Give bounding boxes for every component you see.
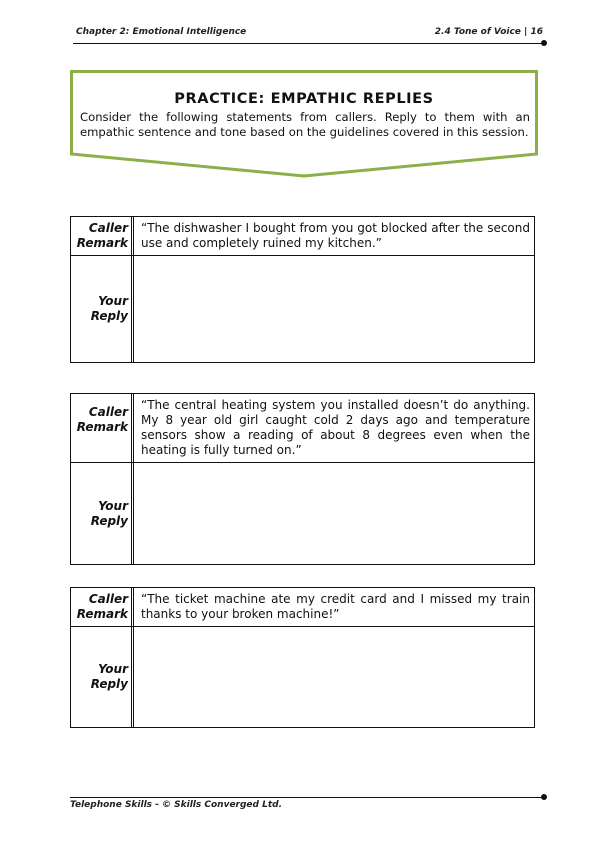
caller-label-line1: Caller bbox=[88, 405, 128, 419]
your-reply-label bbox=[71, 627, 134, 727]
caller-remark-label bbox=[71, 588, 134, 626]
caller-remark-text: “The central heating system you installed doesn’t do anything. My 8 year old girl caught cold 2 days ago and temperature sensors show a reading of about 8 degrees even when the heating is fully turned on.” bbox=[141, 398, 530, 457]
caller-label-line2: Remark bbox=[76, 236, 128, 250]
caller-label-line2: Remark bbox=[76, 420, 128, 434]
practice-banner bbox=[70, 70, 538, 178]
your-reply-label bbox=[71, 463, 134, 564]
banner-instructions: Consider the following statements from callers. Reply to them with an empathic sentence and tone based on the guidelines covered in this session. bbox=[80, 110, 530, 139]
reply-answer-box[interactable] bbox=[134, 256, 534, 362]
footer-copyright: Telephone Skills - © Skills Converged Ltd. bbox=[70, 800, 283, 810]
caller-remark-label bbox=[71, 394, 134, 462]
your-reply-label bbox=[71, 256, 134, 362]
caller-remark-row bbox=[71, 217, 534, 255]
reply-label-line2: Reply bbox=[90, 677, 128, 691]
exercise-card-2 bbox=[70, 393, 535, 565]
section-page-number: 2.4 Tone of Voice | 16 bbox=[434, 27, 543, 37]
reply-label-line2: Reply bbox=[90, 309, 128, 323]
footer-rule bbox=[70, 797, 543, 798]
footer-rule-dot bbox=[541, 794, 547, 800]
caller-remark-row bbox=[71, 588, 534, 626]
chapter-title: Chapter 2: Emotional Intelligence bbox=[76, 27, 247, 37]
caller-label-line1: Caller bbox=[88, 221, 128, 235]
caller-label-line2: Remark bbox=[76, 607, 128, 621]
caller-remark-text: “The ticket machine ate my credit card and I missed my train thanks to your broken machine!” bbox=[141, 592, 530, 621]
exercise-card-3 bbox=[70, 587, 535, 728]
reply-label-line1: Your bbox=[98, 662, 128, 676]
reply-row bbox=[71, 462, 534, 564]
reply-answer-box[interactable] bbox=[134, 463, 534, 564]
reply-row bbox=[71, 255, 534, 362]
caller-remark-row bbox=[71, 394, 534, 462]
caller-remark-label bbox=[71, 217, 134, 255]
reply-label-line1: Your bbox=[98, 498, 128, 513]
exercise-card-1 bbox=[70, 216, 535, 363]
reply-row bbox=[71, 626, 534, 727]
header-rule bbox=[73, 43, 545, 44]
header-rule-dot bbox=[541, 40, 547, 46]
reply-label-line1: Your bbox=[98, 294, 128, 308]
caller-label-line1: Caller bbox=[88, 592, 128, 606]
caller-remark-text: “The dishwasher I bought from you got blocked after the second use and completely ruined my kitchen.” bbox=[141, 221, 530, 250]
reply-label-line2: Reply bbox=[90, 513, 128, 528]
banner-title: PRACTICE: EMPATHIC REPLIES bbox=[174, 91, 434, 107]
reply-answer-box[interactable] bbox=[134, 627, 534, 727]
